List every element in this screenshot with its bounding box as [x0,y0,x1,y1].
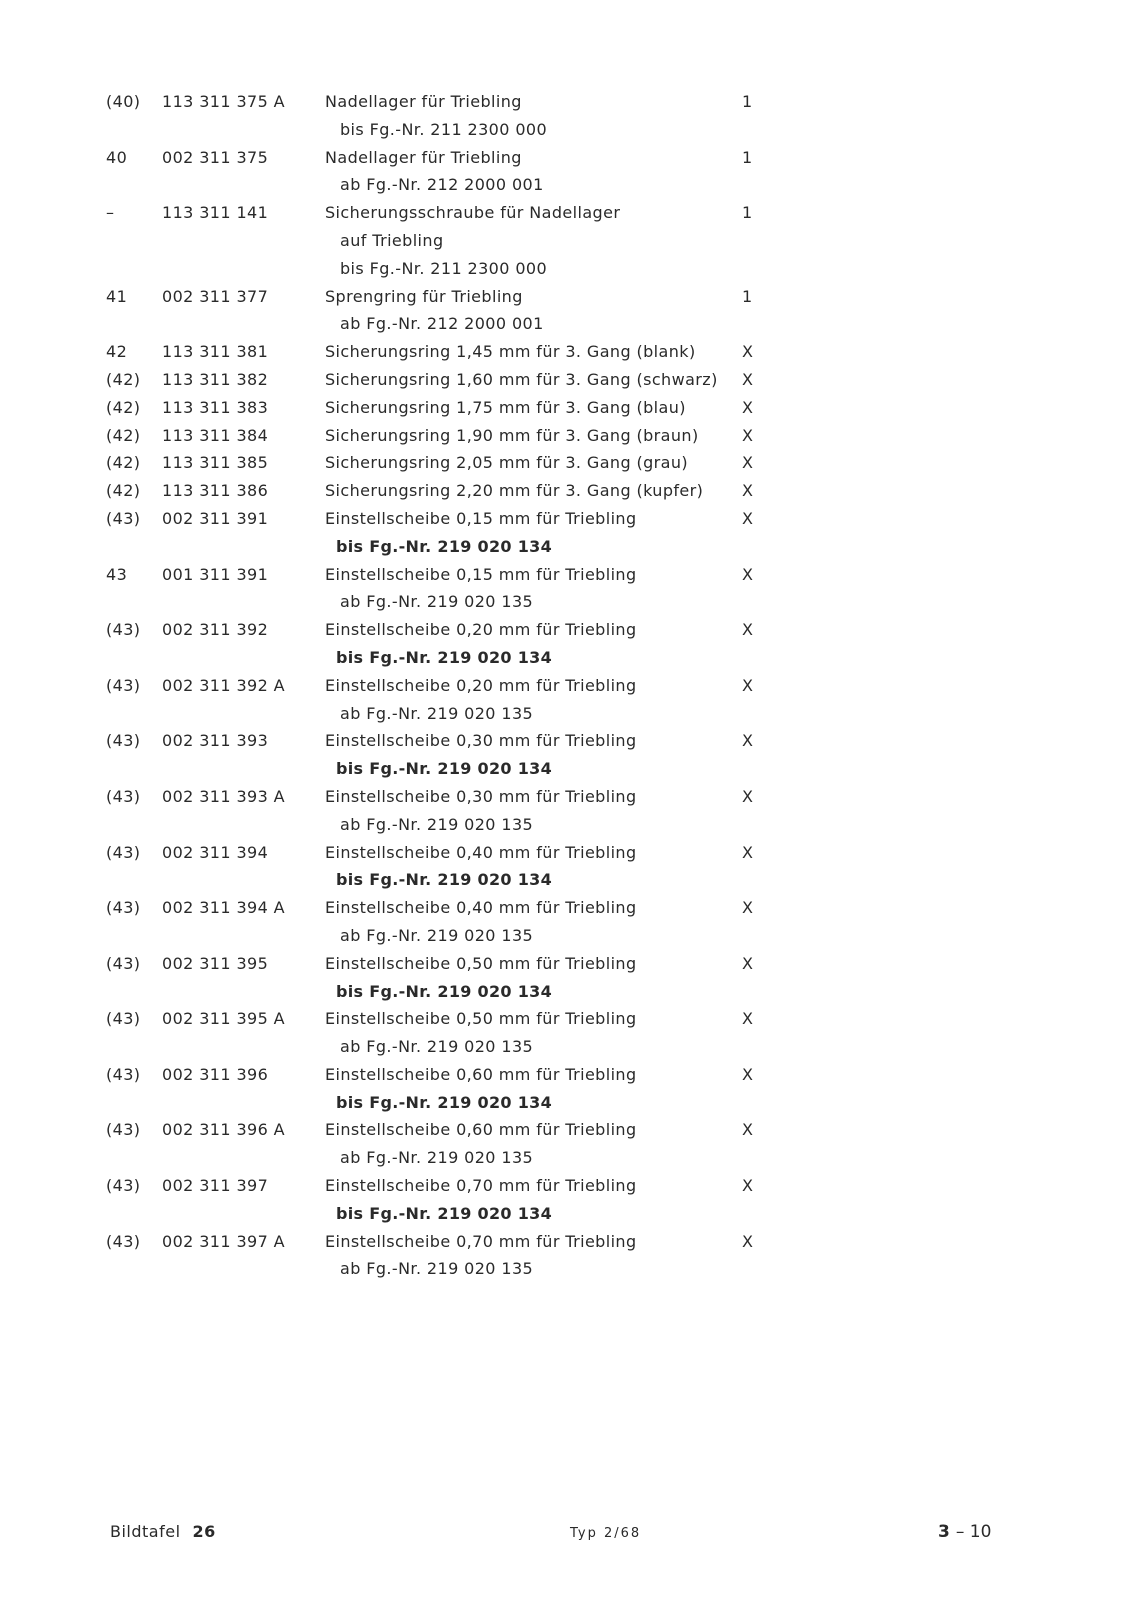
position-number: (40) [106,92,141,111]
parts-entry [0,1228,1142,1284]
validity-note: ab Fg.-Nr. 219 020 135 [340,925,534,945]
validity-note: bis Fg.-Nr. 219 020 134 [336,647,553,667]
part-number: 002 311 395 [162,953,269,973]
validity-note: ab Fg.-Nr. 219 020 135 [340,1037,534,1057]
part-description: Einstellscheibe 0,15 mm für Triebling [325,508,637,528]
quantity: X [742,786,754,806]
parts-entry-main-line [0,449,1142,477]
part-description: Nadellager für Triebling [325,147,522,167]
parts-entry-main-line [0,783,1142,811]
parts-entry-main-line [0,505,1142,533]
validity-note: ab Fg.-Nr. 219 020 135 [340,703,534,723]
position-number: (42) [106,397,141,417]
part-description: Einstellscheibe 0,15 mm für Triebling [325,564,637,584]
position-number: (43) [106,842,141,862]
part-description: Einstellscheibe 0,40 mm für Triebling [325,898,637,918]
position-number: (43) [106,898,141,918]
quantity: X [742,620,754,640]
parts-entry-main-line [0,1228,1142,1256]
quantity: 1 [742,203,753,223]
validity-note: bis Fg.-Nr. 219 020 134 [336,981,553,1001]
quantity: X [742,1176,754,1196]
quantity: X [742,369,754,389]
parts-entry [0,783,1142,839]
validity-note: ab Fg.-Nr. 219 020 135 [340,814,534,834]
parts-entry-main-line [0,366,1142,394]
parts-entry-note-line [0,1200,1142,1228]
part-number: 002 311 396 [162,1064,269,1084]
part-number: 002 311 392 [162,620,269,640]
parts-entry [0,338,1142,366]
parts-entry-note-line [0,1089,1142,1117]
parts-entry-main-line [0,1116,1142,1144]
part-number: 002 311 394 A [162,898,286,918]
position-number: (43) [106,953,141,973]
part-number: 002 311 396 A [162,1120,286,1140]
part-number: 002 311 395 A [162,1009,286,1029]
parts-entry-note-line [0,755,1142,783]
quantity: X [742,425,754,445]
validity-note: auf Triebling [340,230,444,250]
part-description: Sicherungsring 2,05 mm für 3. Gang (grau) [325,453,689,473]
parts-entry-main-line [0,88,1142,116]
position-number: (43) [106,620,141,640]
parts-entry-main-line [0,394,1142,422]
position-number: 40 [106,147,128,167]
parts-entry-main-line [0,1005,1142,1033]
part-number: 002 311 394 [162,842,269,862]
validity-note: ab Fg.-Nr. 212 2000 001 [340,314,544,334]
parts-entry-note-line [0,533,1142,561]
quantity: X [742,481,754,501]
part-description: Einstellscheibe 0,50 mm für Triebling [325,953,637,973]
parts-entry-main-line [0,338,1142,366]
footer-page-section: 3 [938,1522,950,1542]
part-number: 002 311 375 [162,147,269,167]
quantity: 1 [742,92,753,111]
part-number: 113 311 385 [162,453,269,473]
parts-list [0,88,1142,1283]
quantity: X [742,508,754,528]
part-number: 001 311 391 [162,564,269,584]
part-number: 113 311 382 [162,369,269,389]
part-number: 113 311 383 [162,397,269,417]
part-number: 002 311 393 A [162,786,286,806]
parts-entry [0,449,1142,477]
footer-plate-reference [110,1522,216,1541]
part-number: 113 311 384 [162,425,269,445]
parts-entry-note-line [0,978,1142,1006]
validity-note: ab Fg.-Nr. 219 020 135 [340,592,534,612]
parts-entry-main-line [0,672,1142,700]
part-number: 002 311 393 [162,731,269,751]
footer-page-number [938,1522,991,1542]
part-description: Einstellscheibe 0,60 mm für Triebling [325,1120,637,1140]
part-number: 113 311 386 [162,481,269,501]
parts-entry-main-line [0,561,1142,589]
quantity: X [742,842,754,862]
parts-entry [0,505,1142,561]
parts-entry [0,839,1142,895]
validity-note: bis Fg.-Nr. 219 020 134 [336,759,553,779]
quantity: X [742,397,754,417]
parts-entry-main-line [0,477,1142,505]
quantity: X [742,953,754,973]
part-description: Nadellager für Triebling [325,92,522,111]
part-description: Sicherungsring 1,60 mm für 3. Gang (schwarz) [325,369,718,389]
part-description: Einstellscheibe 0,70 mm für Triebling [325,1176,637,1196]
part-number: 002 311 391 [162,508,269,528]
parts-entry [0,1172,1142,1228]
quantity: X [742,1120,754,1140]
parts-entry-note-line [0,1255,1142,1283]
position-number: (43) [106,1176,141,1196]
validity-note: bis Fg.-Nr. 219 020 134 [336,870,553,890]
part-description: Sicherungsring 2,20 mm für 3. Gang (kupfer) [325,481,704,501]
part-description: Sicherungsring 1,90 mm für 3. Gang (braun) [325,425,699,445]
validity-note: bis Fg.-Nr. 219 020 134 [336,1092,553,1112]
parts-entry [0,199,1142,282]
position-number: 43 [106,564,128,584]
parts-entry [0,88,1142,144]
part-description: Sicherungsring 1,45 mm für 3. Gang (blank) [325,342,696,362]
parts-entry-note-line [0,644,1142,672]
position-number: – [106,203,115,223]
parts-entry-note-line [0,588,1142,616]
parts-entry [0,1116,1142,1172]
position-number: (43) [106,786,141,806]
validity-note: bis Fg.-Nr. 219 020 134 [336,536,553,556]
footer-plate-label: Bildtafel [110,1522,181,1541]
validity-note: bis Fg.-Nr. 211 2300 000 [340,119,548,139]
part-description: Sprengring für Triebling [325,286,523,306]
parts-entry-main-line [0,283,1142,311]
parts-entry [0,394,1142,422]
quantity: X [742,453,754,473]
parts-entry [0,561,1142,617]
parts-entry [0,1061,1142,1117]
parts-entry [0,894,1142,950]
quantity: X [742,675,754,695]
parts-entry [0,283,1142,339]
parts-entry-main-line [0,1172,1142,1200]
part-number: 113 311 381 [162,342,269,362]
quantity: X [742,1009,754,1029]
parts-entry [0,477,1142,505]
parts-entry-note-line [0,116,1142,144]
position-number: 41 [106,286,128,306]
position-number: 42 [106,342,128,362]
validity-note: bis Fg.-Nr. 219 020 134 [336,1203,553,1223]
parts-entry [0,1005,1142,1061]
position-number: (43) [106,508,141,528]
validity-note: ab Fg.-Nr. 219 020 135 [340,1259,534,1279]
parts-entry-note-line [0,1033,1142,1061]
parts-entry-main-line [0,727,1142,755]
parts-entry [0,672,1142,728]
parts-entry-note-line [0,700,1142,728]
parts-entry-note-line [0,310,1142,338]
parts-entry [0,950,1142,1006]
validity-note: ab Fg.-Nr. 219 020 135 [340,1148,534,1168]
footer-type: Typ 2/68 [570,1526,642,1541]
position-number: (42) [106,453,141,473]
position-number: (43) [106,731,141,751]
part-description: Einstellscheibe 0,30 mm für Triebling [325,786,637,806]
part-number: 002 311 377 [162,286,269,306]
parts-entry-main-line [0,839,1142,867]
parts-entry-main-line [0,894,1142,922]
part-description: Sicherungsring 1,75 mm für 3. Gang (blau) [325,397,686,417]
part-description: Einstellscheibe 0,30 mm für Triebling [325,731,637,751]
parts-entry-main-line [0,616,1142,644]
position-number: (43) [106,1009,141,1029]
parts-entry-note-line [0,255,1142,283]
part-number: 113 311 141 [162,203,269,223]
quantity: X [742,342,754,362]
quantity: X [742,731,754,751]
parts-entry-main-line [0,199,1142,227]
part-description: Sicherungsschraube für Nadellager [325,203,621,223]
parts-entry-main-line [0,422,1142,450]
quantity: X [742,898,754,918]
part-number: 002 311 392 A [162,675,286,695]
position-number: (43) [106,1064,141,1084]
part-description: Einstellscheibe 0,20 mm für Triebling [325,620,637,640]
validity-note: bis Fg.-Nr. 211 2300 000 [340,258,548,278]
parts-entry-main-line [0,1061,1142,1089]
parts-entry [0,144,1142,200]
parts-entry-note-line [0,811,1142,839]
part-description: Einstellscheibe 0,60 mm für Triebling [325,1064,637,1084]
parts-entry [0,727,1142,783]
part-number: 113 311 375 A [162,92,286,111]
parts-entry-note-line [0,922,1142,950]
quantity: 1 [742,286,753,306]
quantity: X [742,1231,754,1251]
part-description: Einstellscheibe 0,40 mm für Triebling [325,842,637,862]
quantity: X [742,564,754,584]
part-number: 002 311 397 A [162,1231,286,1251]
position-number: (43) [106,1231,141,1251]
parts-entry-main-line [0,144,1142,172]
part-number: 002 311 397 [162,1176,269,1196]
position-number: (42) [106,481,141,501]
validity-note: ab Fg.-Nr. 212 2000 001 [340,175,544,195]
parts-entry-main-line [0,950,1142,978]
part-description: Einstellscheibe 0,20 mm für Triebling [325,675,637,695]
position-number: (43) [106,1120,141,1140]
parts-entry [0,616,1142,672]
parts-entry-note-line [0,1144,1142,1172]
parts-entry-note-line [0,227,1142,255]
parts-entry [0,366,1142,394]
quantity: 1 [742,147,753,167]
footer-page-index: – 10 [955,1522,992,1542]
part-description: Einstellscheibe 0,50 mm für Triebling [325,1009,637,1029]
parts-entry-note-line [0,866,1142,894]
position-number: (42) [106,369,141,389]
parts-entry-note-line [0,171,1142,199]
parts-entry [0,422,1142,450]
footer-plate-number: 26 [192,1522,216,1541]
position-number: (42) [106,425,141,445]
part-description: Einstellscheibe 0,70 mm für Triebling [325,1231,637,1251]
quantity: X [742,1064,754,1084]
position-number: (43) [106,675,141,695]
